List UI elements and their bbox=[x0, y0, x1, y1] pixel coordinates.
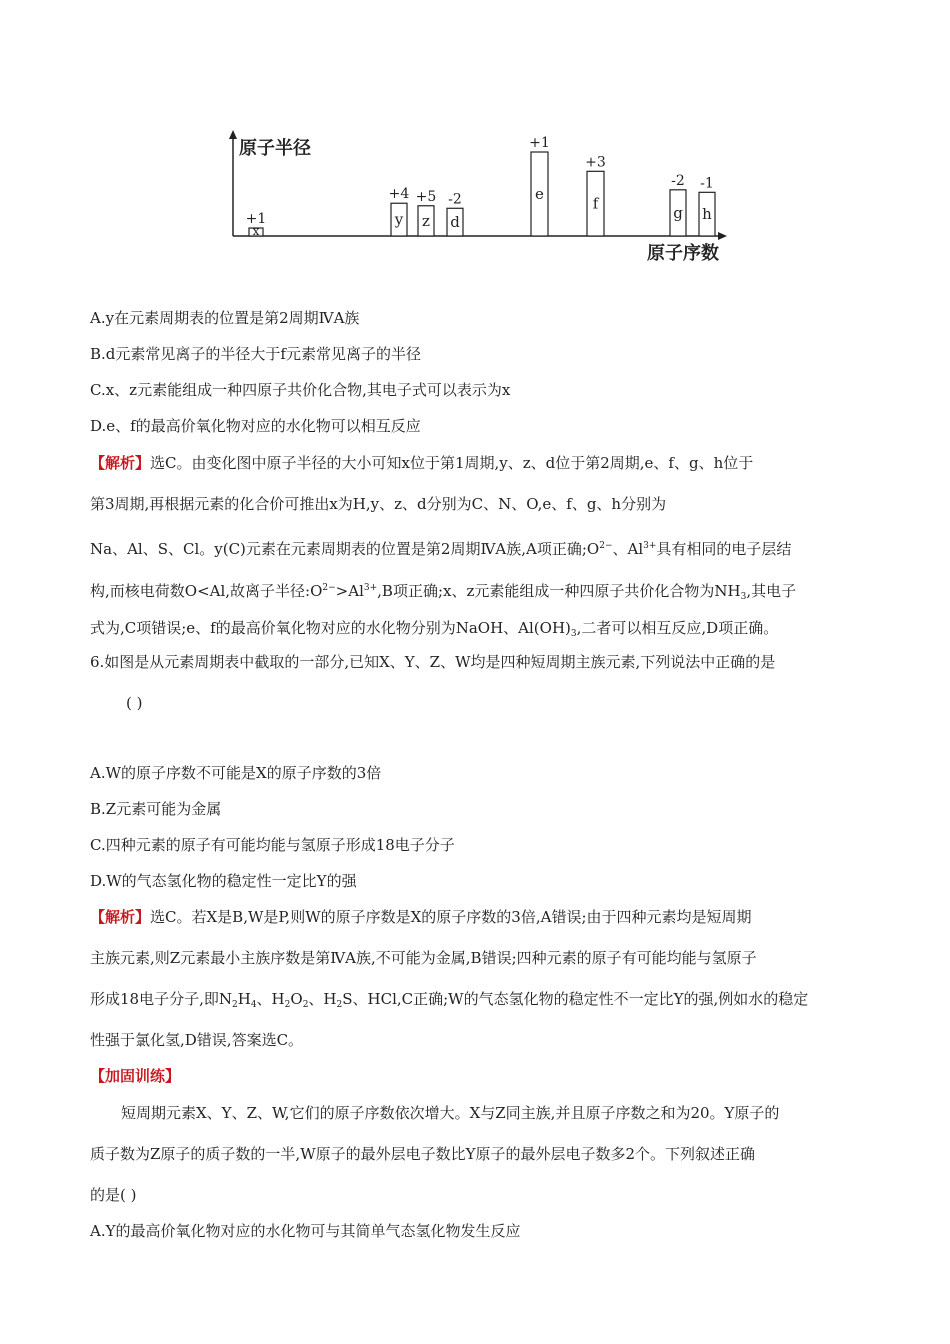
analysis-6-line-3: 形成18电子分子,即$N_2H_4$、$H_2O_2$、$H_2S$、HCl,C正确;W的气态氢化物的稳定性不一定比Y的强,例如水的稳定 bbox=[90, 990, 809, 1010]
valence-label-x: +1 bbox=[245, 211, 267, 227]
valence-label-e: +1 bbox=[529, 135, 550, 151]
valence-label-g: -2 bbox=[671, 172, 685, 189]
bar-label-f: f bbox=[592, 194, 599, 213]
q5-option-c: C.x、z元素能组成一种四原子共价化合物,其电子式可以表示为x bbox=[90, 381, 511, 399]
analysis-6-line-2: 主族元素,则Z元素最小主族序数是第ⅣA族,不可能为金属,B错误;四种元素的原子有可能均能与氢原子 bbox=[90, 949, 757, 967]
reinforce-line-3: 的是( ) bbox=[90, 1186, 137, 1204]
atomic-radius-chart bbox=[225, 128, 735, 268]
y-axis-label: 原子半径 bbox=[239, 138, 311, 159]
bar-label-y: y bbox=[394, 210, 404, 229]
chart-bars bbox=[246, 135, 715, 238]
q5-option-a: A.y在元素周期表的位置是第2周期ⅣA族 bbox=[90, 309, 360, 327]
analysis-tag: 【解析】 bbox=[90, 908, 151, 926]
q6-option-a: A.W的原子序数不可能是X的原子序数的3倍 bbox=[90, 764, 382, 782]
analysis-5-line-1: 【解析】选C。由变化图中原子半径的大小可知x位于第1周期,y、z、d位于第2周期,e、f、g、h位于 bbox=[90, 454, 754, 472]
valence-label-y: +4 bbox=[388, 186, 410, 203]
valence-label-d: -2 bbox=[448, 191, 462, 208]
bar-label-e: e bbox=[535, 185, 544, 203]
q6-stem: 6.如图是从元素周期表中截取的一部分,已知X、Y、Z、W均是四种短周期主族元素,下列说法中正确的是 bbox=[90, 653, 776, 671]
chart-axes bbox=[229, 130, 727, 264]
q6-option-c: C.四种元素的原子有可能均能与氢原子形成18电子分子 bbox=[90, 836, 455, 854]
bar-label-g: g bbox=[673, 203, 683, 222]
reinforce-option-a: A.Y的最高价氧化物对应的水化物可与其简单气态氢化物发生反应 bbox=[90, 1222, 521, 1240]
valence-label-f: +3 bbox=[585, 154, 606, 171]
q5-option-d: D.e、f的最高价氧化物对应的水化物可以相互反应 bbox=[90, 417, 421, 435]
q6-answer-paren: ( ) bbox=[126, 694, 143, 712]
analysis-5-line-2: 第3周期,再根据元素的化合价可推出x为H,y、z、d分别为C、N、O,e、f、g、h分别为 bbox=[90, 495, 667, 513]
bar-label-x: x bbox=[252, 224, 260, 238]
reinforce-tag: 【加固训练】 bbox=[90, 1067, 181, 1085]
q6-option-d: D.W的气态氢化物的稳定性一定比Y的强 bbox=[90, 872, 357, 890]
analysis-tag: 【解析】 bbox=[90, 454, 151, 472]
q6-option-b: B.Z元素可能为金属 bbox=[90, 800, 222, 818]
analysis-5-line-5: 式为,C项错误;e、f的最高价氧化物对应的水化物分别为NaOH、$Al(OH)_3$,二者可以相互反应,D项正确。 bbox=[90, 619, 779, 639]
analysis-6-line-4: 性强于氯化氢,D错误,答案选C。 bbox=[90, 1031, 304, 1049]
x-axis-label: 原子序数 bbox=[647, 243, 719, 264]
y-axis-arrow bbox=[229, 130, 237, 139]
q5-option-b: B.d元素常见离子的半径大于f元素常见离子的半径 bbox=[90, 345, 421, 363]
analysis-5-line-3: Na、Al、S、Cl。y(C)元素在元素周期表的位置是第2周期ⅣA族,A项正确$;O^{2-}$、$Al^{3+}$具有相同的电子层结 bbox=[90, 540, 792, 558]
analysis-6-line-1: 【解析】选C。若X是B,W是P,则W的原子序数是X的原子序数的3倍,A错误;由于四种元素均是短周期 bbox=[90, 908, 752, 926]
valence-label-z: +5 bbox=[415, 188, 437, 205]
valence-label-h: -1 bbox=[700, 175, 714, 192]
reinforce-line-1: 短周期元素X、Y、Z、W,它们的原子序数依次增大。X与Z同主族,并且原子序数之和为20。Y原子的 bbox=[121, 1104, 780, 1122]
analysis-5-line-4: 构,而核电荷数O<Al,故离子半径$:O^{2-}>Al^{3+},B$项正确;x、z元素能组成一种四原子共价化合物为$NH_3$,其电子 bbox=[90, 582, 797, 602]
bar-label-z: z bbox=[422, 211, 430, 230]
x-axis-arrow bbox=[718, 232, 727, 240]
bar-label-h: h bbox=[702, 205, 712, 224]
bar-label-d: d bbox=[450, 213, 460, 232]
reinforce-line-2: 质子数为Z原子的质子数的一半,W原子的最外层电子数比Y原子的最外层电子数多2个。下列叙述正确 bbox=[90, 1145, 756, 1163]
